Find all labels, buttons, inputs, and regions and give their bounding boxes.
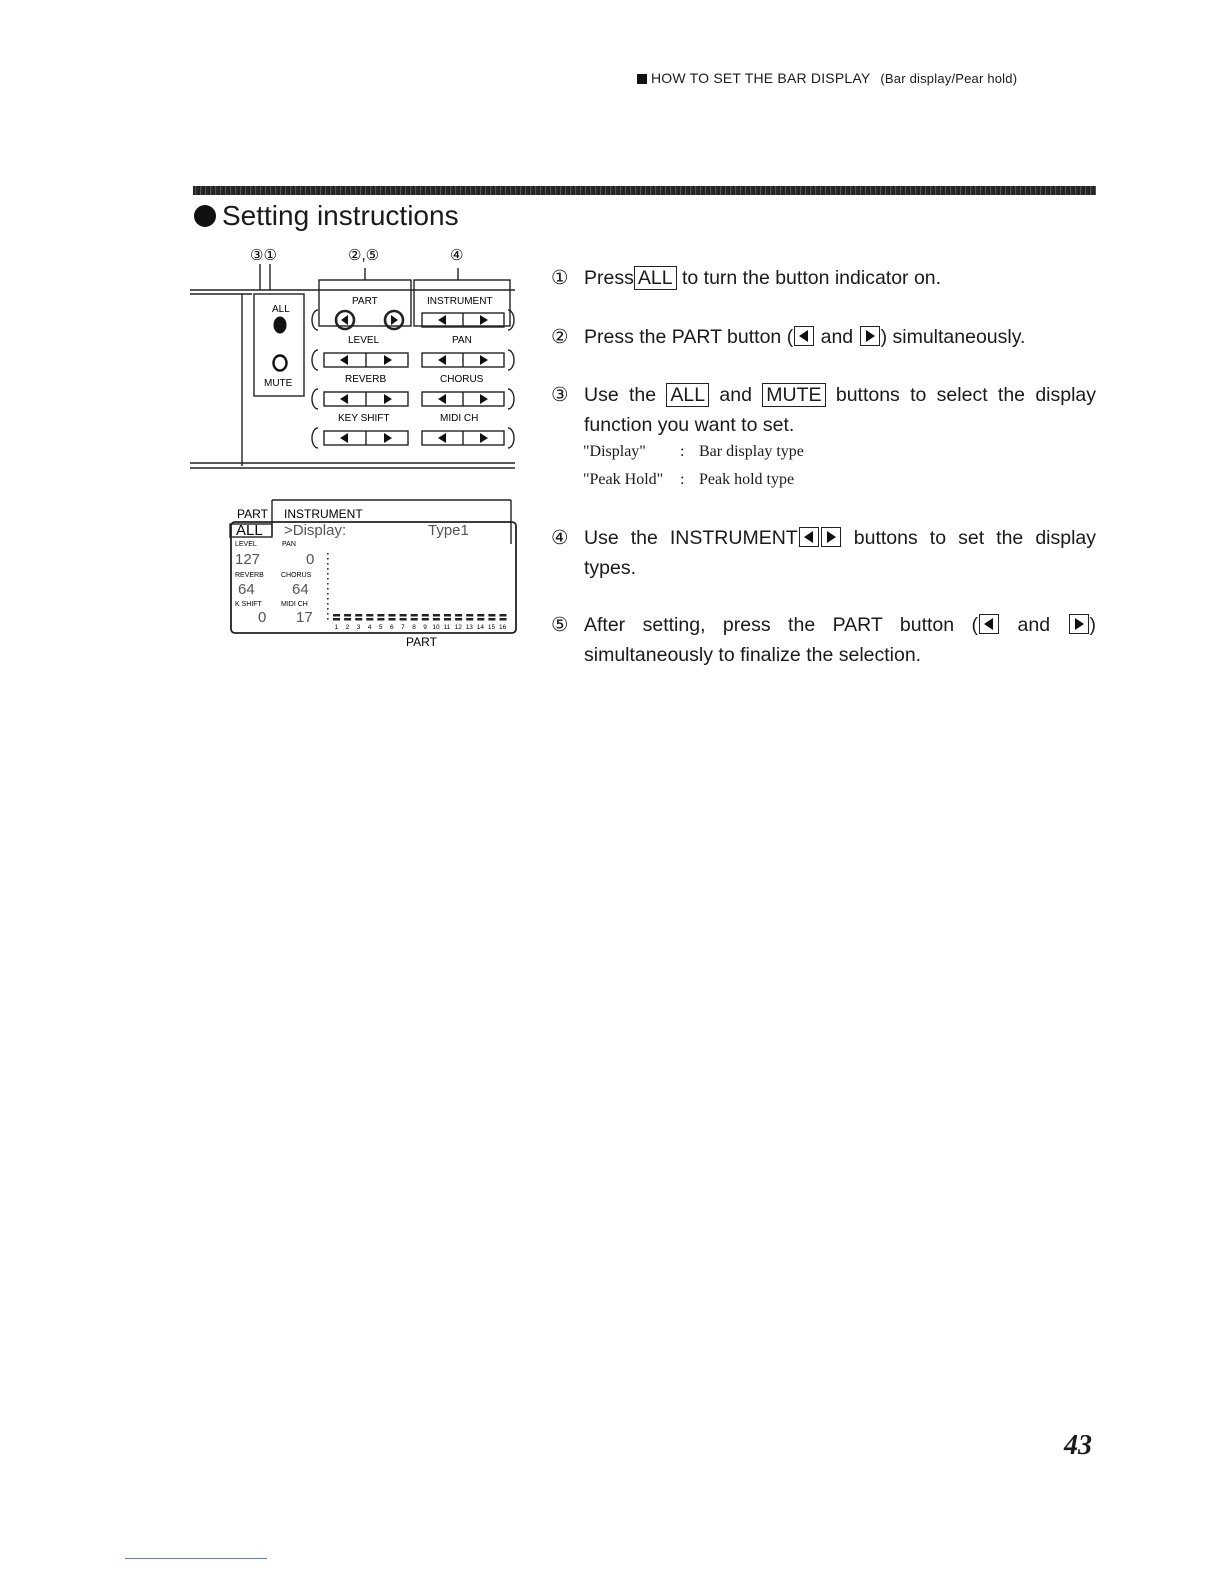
mute-indicator-icon bbox=[274, 356, 287, 371]
display-option-colon: : bbox=[680, 443, 685, 460]
lcd-display-diagram bbox=[228, 498, 523, 653]
lcd-chorus-value: 64 bbox=[292, 581, 309, 598]
lcd-part-number: 13 bbox=[465, 624, 473, 631]
control-panel-diagram bbox=[190, 244, 525, 476]
heading-word-2: instructions bbox=[316, 200, 459, 231]
all-indicator-icon bbox=[274, 317, 287, 334]
right-arrow-icon bbox=[480, 315, 488, 325]
left-arrow-icon bbox=[438, 433, 446, 443]
part-bar-segment bbox=[500, 618, 507, 621]
lcd-reverb-label: REVERB bbox=[235, 572, 264, 579]
midich-label: MIDI CH bbox=[440, 413, 479, 424]
bracket-right-icon bbox=[508, 428, 514, 448]
part-bar-segment bbox=[477, 618, 484, 621]
left-arrow-icon bbox=[438, 394, 446, 404]
part-bar-segment bbox=[411, 614, 418, 617]
part-bar-segment bbox=[433, 614, 440, 617]
step-2-text-c: ) simultaneously. bbox=[880, 326, 1026, 348]
right-arrow-key-icon bbox=[821, 527, 841, 547]
step-2-text-a: Press the PART button ( bbox=[584, 326, 794, 348]
step-1-number: ① bbox=[551, 267, 569, 289]
left-arrow-icon bbox=[340, 394, 348, 404]
lcd-separator-dot bbox=[327, 573, 329, 575]
step-1-text-b: to turn the button indicator on. bbox=[681, 267, 942, 289]
lcd-part-number: 15 bbox=[487, 624, 496, 631]
all-key-icon: ALL bbox=[666, 383, 709, 407]
lcd-separator-dot bbox=[327, 588, 329, 590]
left-arrow-icon bbox=[340, 433, 348, 443]
part-bar-segment bbox=[444, 614, 451, 617]
bullet-dot-icon bbox=[194, 205, 216, 227]
part-bar-segment bbox=[344, 618, 351, 621]
lcd-midich-label: MIDI CH bbox=[281, 601, 308, 608]
keyshift-label: KEY SHIFT bbox=[338, 413, 390, 424]
bracket-right-icon bbox=[508, 350, 514, 370]
lcd-separator-dot bbox=[327, 613, 329, 615]
display-option-colon: : bbox=[680, 471, 685, 488]
part-bar-segment bbox=[366, 614, 373, 617]
left-arrow-key-icon bbox=[794, 326, 814, 346]
lcd-instrument-label: INSTRUMENT bbox=[284, 507, 363, 521]
lcd-kshift-value: 0 bbox=[258, 609, 267, 626]
lcd-part-number: 10 bbox=[432, 624, 440, 631]
reverb-label: REVERB bbox=[345, 374, 387, 385]
lcd-pan-value: 0 bbox=[306, 551, 315, 568]
lcd-part-number: 6 bbox=[390, 624, 394, 631]
lcd-separator-dot bbox=[327, 563, 329, 565]
lcd-separator-dot bbox=[327, 608, 329, 610]
display-option-value: Bar display type bbox=[699, 443, 804, 460]
step-3-text-a: Use the bbox=[584, 384, 657, 406]
left-arrow-icon bbox=[341, 315, 348, 325]
section-heading bbox=[194, 200, 459, 232]
lcd-part-number: 5 bbox=[378, 624, 383, 631]
step-1 bbox=[551, 263, 1096, 293]
lcd-part-number: 8 bbox=[412, 624, 416, 631]
step-5-number: ⑤ bbox=[551, 614, 569, 636]
lcd-part-label: PART bbox=[237, 507, 268, 521]
bracket-left-icon bbox=[312, 350, 318, 370]
running-header-title: HOW TO SET THE BAR DISPLAY bbox=[651, 70, 871, 86]
bracket-right-icon bbox=[508, 389, 514, 409]
mute-key-icon: MUTE bbox=[762, 383, 825, 407]
part-bar-segment bbox=[333, 618, 340, 621]
lcd-separator-dot bbox=[327, 583, 329, 585]
part-bar-segment bbox=[422, 614, 429, 617]
callout-4: ④ bbox=[450, 247, 464, 264]
step-4 bbox=[551, 523, 1096, 583]
lcd-chorus-label: CHORUS bbox=[281, 572, 312, 579]
part-bar-segment bbox=[400, 618, 407, 621]
running-header-subtitle: (Bar display/Pear hold) bbox=[880, 71, 1018, 86]
lcd-part-number: 7 bbox=[401, 624, 405, 631]
part-bar-segment bbox=[433, 618, 440, 621]
right-arrow-icon bbox=[384, 394, 392, 404]
step-1-text-a: Press bbox=[584, 267, 634, 289]
step-4-number: ④ bbox=[551, 527, 569, 549]
left-arrow-icon bbox=[438, 355, 446, 365]
lcd-separator-dot bbox=[327, 603, 329, 605]
part-bar-segment bbox=[466, 614, 473, 617]
right-arrow-icon bbox=[480, 355, 488, 365]
lcd-part-number: 9 bbox=[423, 624, 427, 631]
step-3-text-b: and bbox=[719, 384, 752, 406]
part-bar-segment bbox=[422, 618, 429, 621]
all-label: ALL bbox=[272, 304, 290, 315]
step-2 bbox=[551, 322, 1096, 352]
callout-2-5: ②,⑤ bbox=[348, 247, 380, 264]
lcd-part-number: 12 bbox=[454, 624, 462, 631]
lcd-part-number: 16 bbox=[499, 624, 507, 631]
part-bar-segment bbox=[400, 614, 407, 617]
part-bar-segment bbox=[355, 614, 362, 617]
step-4-text-a: Use the INSTRUMENT bbox=[584, 527, 798, 549]
lcd-part-number: 1 bbox=[334, 624, 339, 631]
lcd-type-text: Type1 bbox=[428, 522, 469, 539]
part-bar-segment bbox=[455, 614, 462, 617]
lcd-separator-dot bbox=[327, 553, 329, 555]
instrument-label: INSTRUMENT bbox=[427, 296, 493, 307]
left-arrow-icon bbox=[340, 355, 348, 365]
right-arrow-icon bbox=[384, 355, 392, 365]
display-option-value: Peak hold type bbox=[699, 471, 795, 488]
part-bar-segment bbox=[377, 618, 384, 621]
right-arrow-key-icon bbox=[1069, 614, 1089, 634]
lcd-separator-dot bbox=[327, 598, 329, 600]
part-bar-segment bbox=[377, 614, 384, 617]
left-arrow-key-icon bbox=[799, 527, 819, 547]
step-5 bbox=[551, 610, 1096, 670]
display-option-key: "Display" bbox=[583, 443, 646, 460]
lcd-level-value: 127 bbox=[235, 551, 261, 568]
right-arrow-icon bbox=[480, 394, 488, 404]
part-bar-segment bbox=[366, 618, 373, 621]
bracket-left-icon bbox=[312, 310, 318, 330]
step-2-number: ② bbox=[551, 326, 569, 348]
part-bar-segment bbox=[455, 618, 462, 621]
part-bar-segment bbox=[411, 618, 418, 621]
lcd-part-number: 11 bbox=[443, 624, 451, 631]
display-option-key: "Peak Hold" bbox=[583, 471, 664, 488]
lcd-midich-value: 17 bbox=[296, 609, 313, 626]
level-label: LEVEL bbox=[348, 335, 380, 346]
lcd-part-number: 4 bbox=[367, 624, 372, 631]
part-bar-segment bbox=[389, 614, 396, 617]
chorus-label: CHORUS bbox=[440, 374, 484, 385]
step-3-text-c: buttons to select the display function you want to set. bbox=[584, 384, 1097, 436]
lcd-part-number: 14 bbox=[476, 624, 485, 631]
part-label: PART bbox=[352, 296, 378, 307]
left-arrow-icon bbox=[438, 315, 446, 325]
step-5-text-c: ) simultaneously to finalize the selection. bbox=[584, 614, 1097, 666]
right-arrow-icon bbox=[384, 433, 392, 443]
part-bar-segment bbox=[355, 618, 362, 621]
callout-3-1: ③① bbox=[250, 247, 277, 264]
part-bar-segment bbox=[488, 614, 495, 617]
part-bar-segment bbox=[389, 618, 396, 621]
pan-label: PAN bbox=[452, 335, 472, 346]
page-number: 43 bbox=[1064, 1430, 1092, 1461]
step-5-text-a: After setting, press the PART button ( bbox=[584, 614, 979, 636]
part-bar-segment bbox=[477, 614, 484, 617]
lcd-all-text: ALL bbox=[236, 522, 263, 539]
right-arrow-icon bbox=[391, 315, 398, 325]
lcd-kshift-label: K SHIFT bbox=[235, 601, 262, 608]
part-bar-segment bbox=[333, 614, 340, 617]
lcd-separator-dot bbox=[327, 558, 329, 560]
lcd-level-label: LEVEL bbox=[235, 541, 257, 548]
step-5-text-b: and bbox=[1017, 614, 1051, 636]
step-3 bbox=[551, 380, 1096, 440]
lcd-separator-dot bbox=[327, 578, 329, 580]
part-bar-segment bbox=[444, 618, 451, 621]
lcd-display-text: >Display: bbox=[284, 522, 347, 539]
step-4-text-b: buttons to set the display types. bbox=[584, 527, 1097, 579]
all-key-icon: ALL bbox=[634, 266, 677, 290]
lcd-separator-dot bbox=[327, 618, 329, 620]
right-arrow-icon bbox=[480, 433, 488, 443]
part-bar-segment bbox=[500, 614, 507, 617]
mute-label: MUTE bbox=[264, 378, 293, 389]
left-arrow-key-icon bbox=[979, 614, 999, 634]
lcd-bottom-part-label: PART bbox=[406, 635, 437, 649]
bracket-right-icon bbox=[508, 310, 514, 330]
part-bar-segment bbox=[344, 614, 351, 617]
lcd-pan-label: PAN bbox=[282, 541, 296, 548]
footnote-divider bbox=[125, 1558, 267, 1559]
bracket-left-icon bbox=[312, 428, 318, 448]
lcd-part-number: 3 bbox=[356, 624, 361, 631]
step-2-text-b: and bbox=[820, 326, 854, 348]
lcd-reverb-value: 64 bbox=[238, 581, 255, 598]
step-3-number: ③ bbox=[551, 384, 569, 406]
heading-word-1: Setting bbox=[222, 200, 310, 231]
bracket-left-icon bbox=[312, 389, 318, 409]
square-bullet-icon bbox=[637, 74, 647, 84]
part-bar-segment bbox=[466, 618, 473, 621]
running-header bbox=[637, 70, 1017, 86]
right-arrow-key-icon bbox=[860, 326, 880, 346]
lcd-part-number: 2 bbox=[345, 624, 350, 631]
section-rule bbox=[193, 186, 1096, 195]
part-bar-segment bbox=[488, 618, 495, 621]
lcd-separator-dot bbox=[327, 568, 329, 570]
lcd-separator-dot bbox=[327, 593, 329, 595]
